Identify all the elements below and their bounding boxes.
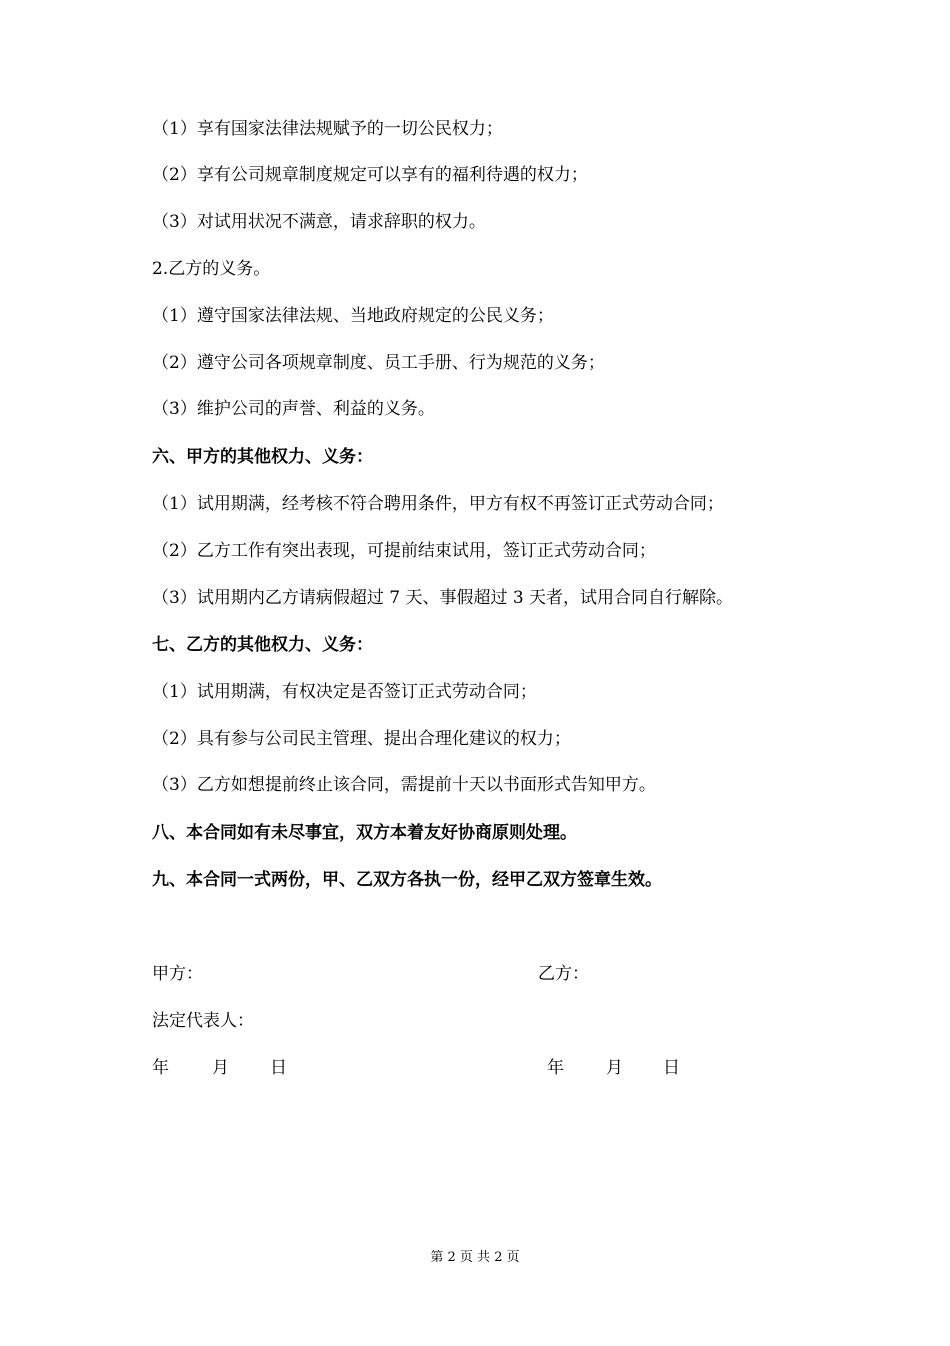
month-label: 月 [212, 1058, 229, 1078]
right-item-2: （2）享有公司规章制度规定可以享有的福利待遇的权力； [152, 165, 588, 185]
section-6-item-3: （3）试用期内乙方请病假超过 7 天、事假超过 3 天者，试用合同自行解除。 [152, 588, 734, 608]
day-label: 日 [663, 1058, 680, 1078]
section-7-item-3: （3）乙方如想提前终止该合同，需提前十天以书面形式告知甲方。 [152, 775, 656, 795]
party-b-label: 乙方： [538, 964, 589, 984]
duty-item-3: （3）维护公司的声誉、利益的义务。 [152, 399, 435, 419]
party-b-duties-heading: 2.乙方的义务。 [152, 259, 271, 279]
section-6-heading: 六、甲方的其他权力、义务： [152, 447, 373, 467]
section-6-item-2: （2）乙方工作有突出表现，可提前结束试用，签订正式劳动合同； [152, 541, 656, 561]
party-a-label: 甲方： [152, 964, 203, 984]
section-7-heading: 七、乙方的其他权力、义务： [152, 635, 373, 655]
section-9-text: 九、本合同一式两份，甲、乙双方各执一份，经甲乙双方签章生效。 [152, 870, 662, 890]
duty-item-1: （1）遵守国家法律法规、当地政府规定的公民义务； [152, 306, 554, 326]
party-b-date [547, 1057, 680, 1079]
party-a-date [152, 1057, 287, 1079]
section-8-text: 八、本合同如有未尽事宜，双方本着友好协商原则处理。 [152, 823, 577, 843]
legal-representative-label: 法定代表人： [152, 1011, 254, 1031]
right-item-1: （1）享有国家法律法规赋予的一切公民权力； [152, 119, 503, 139]
section-7-item-1: （1）试用期满，有权决定是否签订正式劳动合同； [152, 682, 537, 702]
year-label: 年 [152, 1058, 169, 1078]
section-6-item-1: （1）试用期满，经考核不符合聘用条件，甲方有权不再签订正式劳动合同； [152, 494, 724, 514]
duty-item-2: （2）遵守公司各项规章制度、员工手册、行为规范的义务； [152, 353, 605, 373]
year-label: 年 [547, 1058, 564, 1078]
right-item-3: （3）对试用状况不满意，请求辞职的权力。 [152, 212, 486, 232]
day-label: 日 [270, 1058, 287, 1078]
page-number-footer: 第 2 页 共 2 页 [430, 1250, 520, 1265]
section-7-item-2: （2）具有参与公司民主管理、提出合理化建议的权力； [152, 729, 571, 749]
month-label: 月 [606, 1058, 623, 1078]
